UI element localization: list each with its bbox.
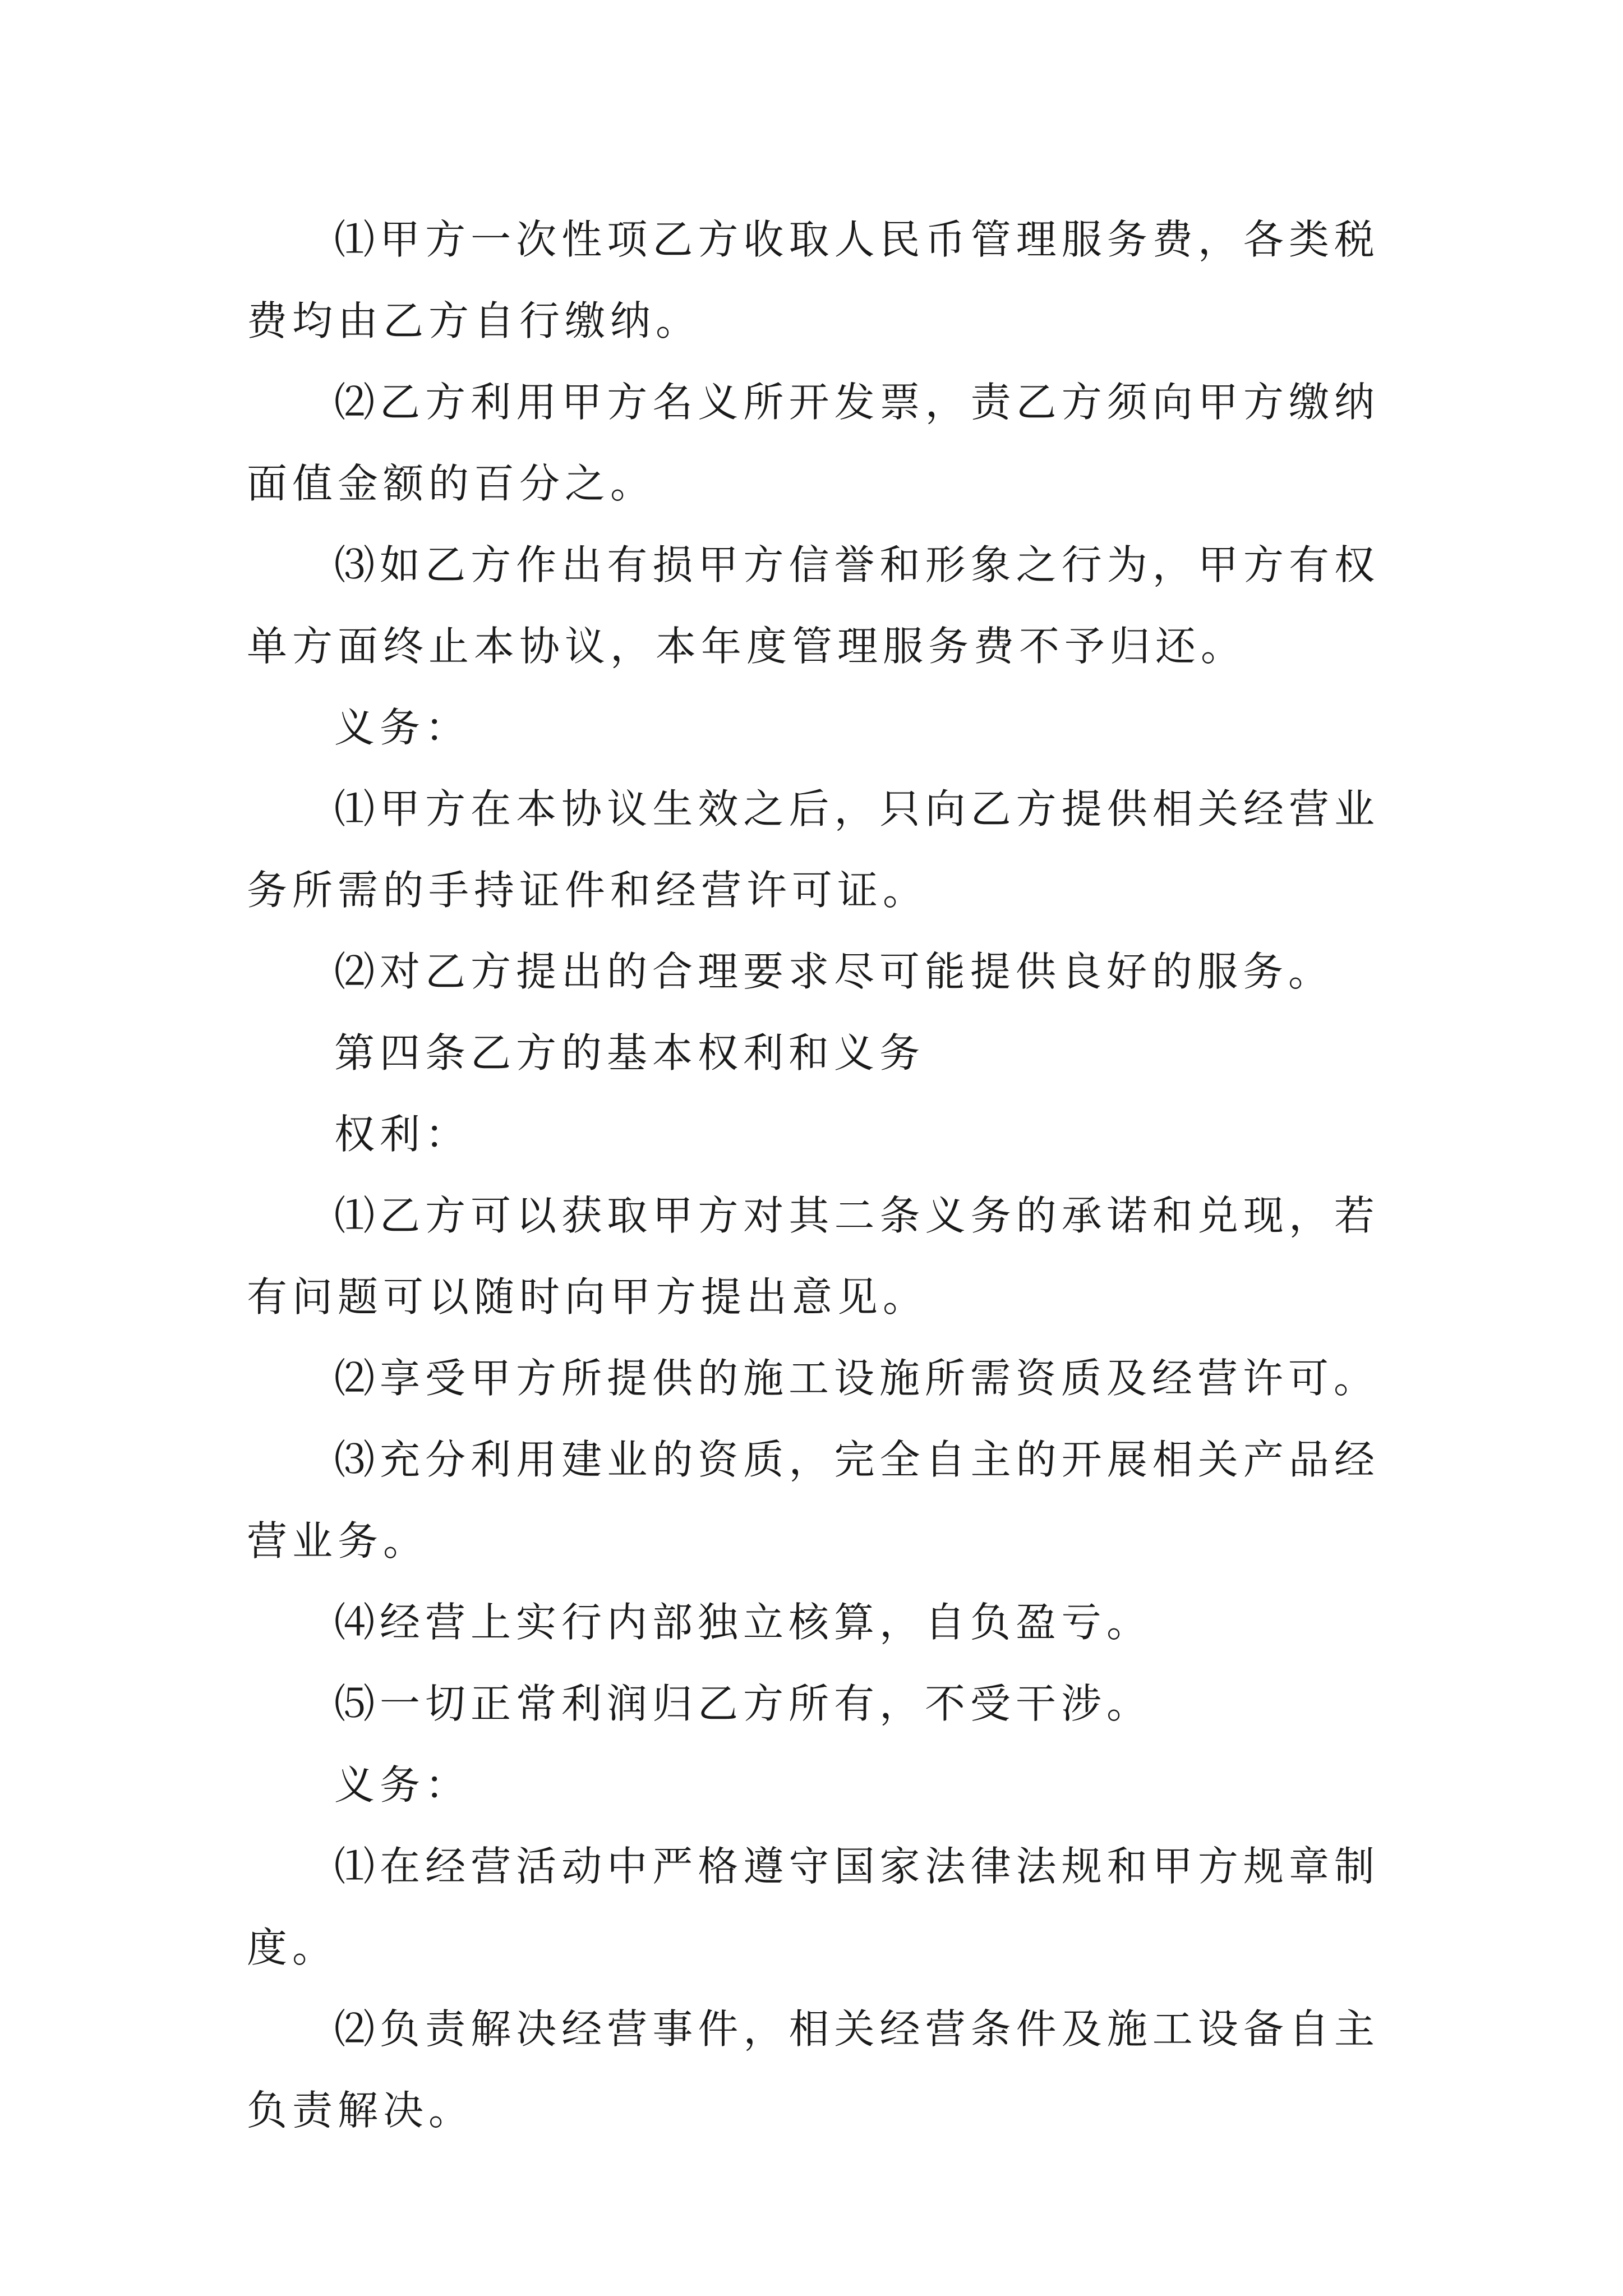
section-label: 义务： [334, 704, 471, 751]
paragraph: ⑵乙方利用甲方名义所开发票，责乙方须向甲方缴纳面值金额的百分之。 [247, 379, 1380, 507]
paragraph: ⑴甲方一次性项乙方收取人民币管理服务费，各类税费均由乙方自行缴纳。 [247, 216, 1380, 344]
paragraph: ⑵享受甲方所提供的施工设施所需资质及经营许可。 [334, 1355, 1380, 1402]
article-heading: 第四条乙方的基本权利和义务 [334, 1029, 925, 1076]
paragraph: ⑷经营上实行内部独立核算，自负盈亏。 [334, 1599, 1152, 1646]
paragraph: ⑸一切正常利润归乙方所有，不受干涉。 [334, 1680, 1152, 1727]
paragraph: ⑵对乙方提出的合理要求尽可能提供良好的服务。 [334, 948, 1334, 995]
paragraph: ⑵负责解决经营事件，相关经营条件及施工设备自主负责解决。 [247, 2005, 1380, 2134]
section-label: 权利： [334, 1111, 471, 1158]
paragraph: ⑴乙方可以获取甲方对其二条义务的承诺和兑现，若有问题可以随时向甲方提出意见。 [247, 1192, 1380, 1320]
paragraph: ⑴在经营活动中严格遵守国家法律法规和甲方规章制度。 [247, 1843, 1380, 1971]
paragraph: ⑴甲方在本协议生效之后，只向乙方提供相关经营业务所需的手持证件和经营许可证。 [247, 785, 1380, 914]
paragraph: ⑶如乙方作出有损甲方信誉和形象之行为，甲方有权单方面终止本协议，本年度管理服务费不予归还。 [247, 541, 1380, 670]
document-body [247, 199, 1380, 2151]
section-label: 义务： [334, 1761, 471, 1809]
paragraph: ⑶充分利用建业的资质，完全自主的开展相关产品经营业务。 [247, 1436, 1380, 1565]
